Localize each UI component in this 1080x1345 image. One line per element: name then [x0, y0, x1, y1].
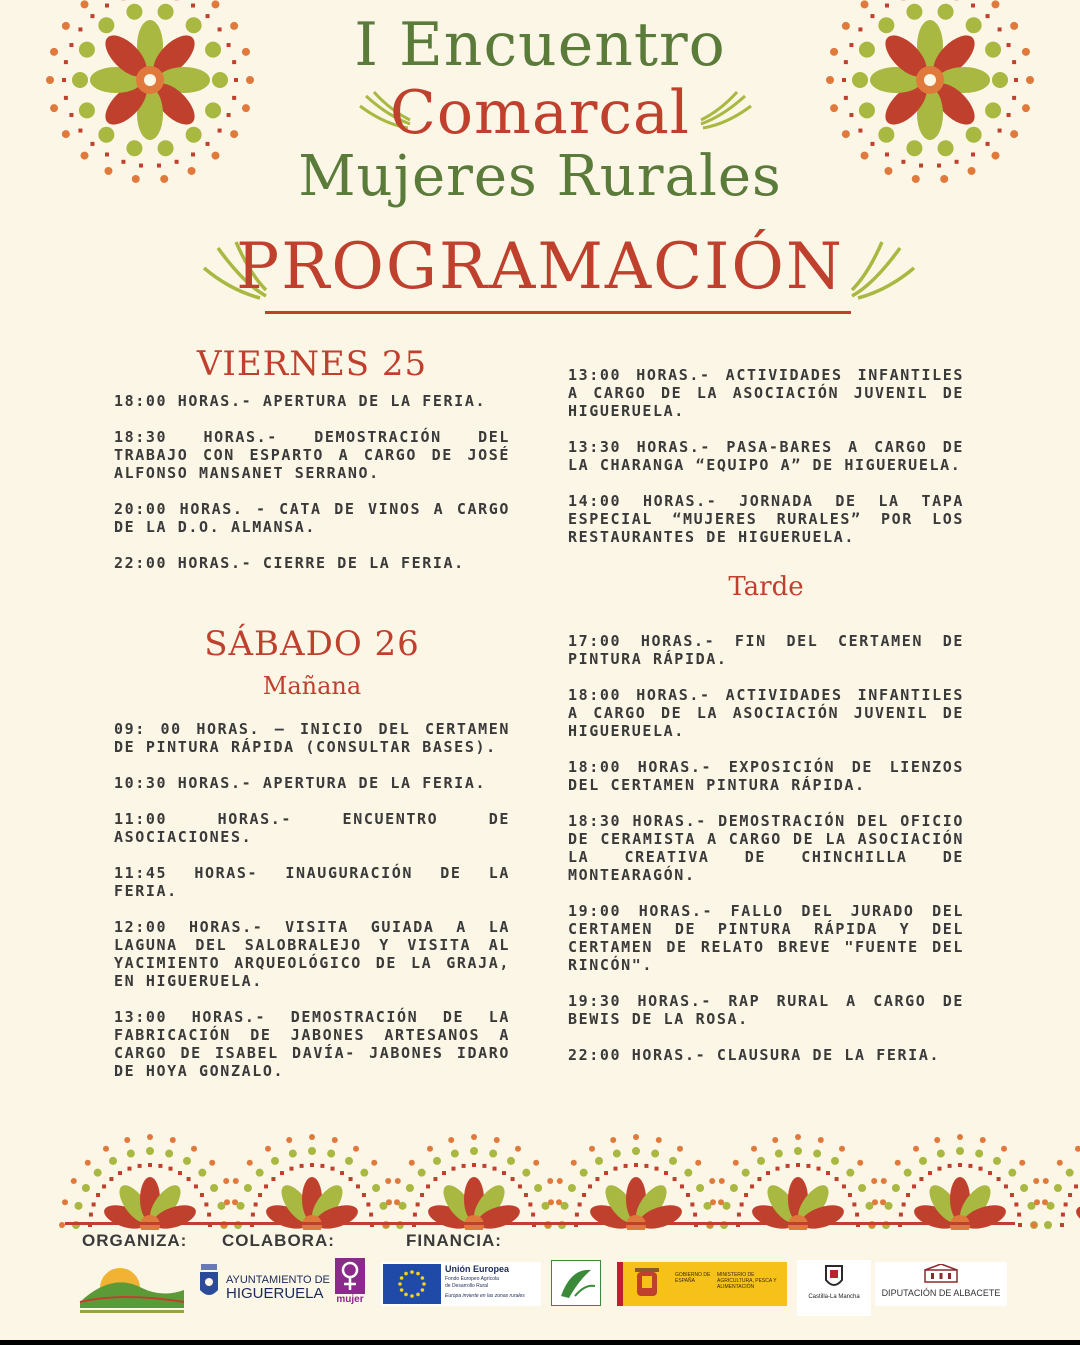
gobierno-label: GOBIERNO DE ESPAÑA	[675, 1272, 711, 1284]
schedule-left-column	[114, 340, 510, 1098]
ministerio-label: MINISTERIO DE AGRICULTURA, PESCA Y ALIMENTACIÓN	[717, 1272, 777, 1290]
schedule-entry: 11:00 HORAS.- ENCUENTRO DE ASOCIACIONES.	[114, 810, 510, 846]
friday-heading: VIERNES 25	[196, 344, 428, 384]
building-icon	[921, 1264, 961, 1284]
eu-line3: Europa invierte en las zonas rurales	[445, 1293, 525, 1299]
afternoon-subheading: Tarde	[728, 572, 804, 602]
mandala-border-decoration	[0, 1125, 1080, 1230]
swirl-ornament-right	[698, 90, 753, 130]
schedule-entry: 11:45 HORAS- INAUGURACIÓN DE LA FERIA.	[114, 864, 510, 900]
ayuntamiento-logo-text	[226, 1274, 330, 1302]
schedule-entry: 10:30 HORAS.- APERTURA DE LA FERIA.	[114, 774, 487, 792]
programacion-heading: PROGRAMACIÓN	[236, 230, 844, 304]
footer-divider	[65, 1222, 1015, 1225]
eu-line1: Fondo Europeo Agrícola	[445, 1276, 499, 1282]
eu-subtitle	[445, 1276, 525, 1300]
eu-stars-icon	[383, 1264, 441, 1304]
schedule-right-column	[568, 366, 964, 1082]
mujer-label: mujer	[336, 1294, 364, 1305]
schedule-entry: 13:30 HORAS.- PASA-BARES A CARGO DE LA CHARANGA “EQUIPO A” DE HIGUERUELA.	[568, 438, 964, 474]
schedule-entry: 18:00 HORAS.- APERTURA DE LA FERIA.	[114, 392, 487, 410]
mujer-logo	[335, 1258, 365, 1318]
schedule-entry: 14:00 HORAS.- JORNADA DE LA TAPA ESPECIAL “MUJERES RURALES” POR LOS RESTAURANTES DE HIGUERUELA.	[568, 492, 964, 546]
clm-shield-icon	[824, 1264, 844, 1290]
eu-feader-logo	[381, 1262, 541, 1306]
mujer-symbol-icon	[335, 1258, 365, 1294]
title-underline	[265, 311, 851, 314]
saturday-heading: SÁBADO 26	[204, 624, 420, 664]
schedule-entry: 13:00 HORAS.- DEMOSTRACIÓN DE LA FABRICACIÓN DE JABONES ARTESANOS A CARGO DE ISABEL DAVÍA- JABONES IDARO DE HOYA GONZALO.	[114, 1008, 510, 1080]
swirl-ornament-right	[848, 240, 918, 300]
leader-logo	[551, 1260, 601, 1306]
eu-line2: de Desarrollo Rural	[445, 1283, 489, 1289]
castilla-la-mancha-logo	[797, 1260, 871, 1316]
diputacion-label: DIPUTACIÓN DE ALBACETE	[881, 1288, 1001, 1298]
diputacion-logo	[875, 1262, 1007, 1306]
clm-label: Castilla-La Mancha	[808, 1294, 860, 1300]
schedule-entry: 22:00 HORAS.- CIERRE DE LA FERIA.	[114, 554, 465, 572]
schedule-entry: 13:00 HORAS.- ACTIVIDADES INFANTILES A CARGO DE LA ASOCIACIÓN JUVENIL DE HIGUERUELA.	[568, 366, 964, 420]
schedule-entry: 22:00 HORAS.- CLAUSURA DE LA FERIA.	[568, 1046, 941, 1064]
schedule-entry: 18:30 HORAS.- DEMOSTRACIÓN DEL OFICIO DE CERAMISTA A CARGO DE LA ASOCIACIÓN LA CREATIVA DE CHINCHILLA DE MONTEARAGÓN.	[568, 812, 964, 884]
comarca-logo	[72, 1262, 192, 1322]
event-title-line2: Comarcal	[390, 78, 690, 148]
ministerio-logo	[617, 1262, 787, 1306]
schedule-entry: 18:00 HORAS.- EXPOSICIÓN DE LIENZOS DEL CERTAMEN PINTURA RÁPIDA.	[568, 758, 964, 794]
schedule-entry: 19:00 HORAS.- FALLO DEL JURADO DEL CERTAMEN DE PINTURA RÁPIDA Y DEL CERTAMEN DE RELATO BREVE "FUENTE DEL RINCÓN".	[568, 902, 964, 974]
event-title-line3: Mujeres Rurales	[298, 144, 782, 209]
organiza-label: ORGANIZA:	[82, 1231, 188, 1250]
schedule-entry: 20:00 HORAS. - CATA DE VINOS A CARGO DE LA D.O. ALMANSA.	[114, 500, 510, 536]
ayuntamiento-line1: AYUNTAMIENTO DE	[226, 1274, 330, 1286]
schedule-entry: 19:30 HORAS.- RAP RURAL A CARGO DE BEWIS DE LA ROSA.	[568, 992, 964, 1028]
colabora-label: COLABORA:	[222, 1231, 335, 1250]
shield-icon	[198, 1262, 220, 1304]
schedule-entry: 18:30 HORAS.- DEMOSTRACIÓN DEL TRABAJO CON ESPARTO A CARGO DE JOSÉ ALFONSO MANSANET SERRANO.	[114, 428, 510, 482]
eu-title: Unión Europea	[445, 1264, 510, 1274]
schedule-entry: 18:00 HORAS.- ACTIVIDADES INFANTILES A CARGO DE LA ASOCIACIÓN JUVENIL DE HIGUERUELA.	[568, 686, 964, 740]
event-title-line1: I Encuentro	[354, 10, 726, 80]
spain-coat-icon	[633, 1266, 661, 1302]
morning-subheading: Mañana	[262, 672, 362, 700]
ayuntamiento-line2: HIGUERUELA	[226, 1285, 324, 1302]
schedule-entry: 12:00 HORAS.- VISITA GUIADA A LA LAGUNA DEL SALOBRALEJO Y VISITA AL YACIMIENTO ARQUEOLÓGICO DE LA GRAJA, EN HIGUERUELA.	[114, 918, 510, 990]
financia-label: FINANCIA:	[406, 1231, 502, 1250]
schedule-entry: 09: 00 HORAS. – INICIO DEL CERTAMEN DE PINTURA RÁPIDA (CONSULTAR BASES).	[114, 720, 510, 756]
schedule-entry: 17:00 HORAS.- FIN DEL CERTAMEN DE PINTURA RÁPIDA.	[568, 632, 964, 668]
